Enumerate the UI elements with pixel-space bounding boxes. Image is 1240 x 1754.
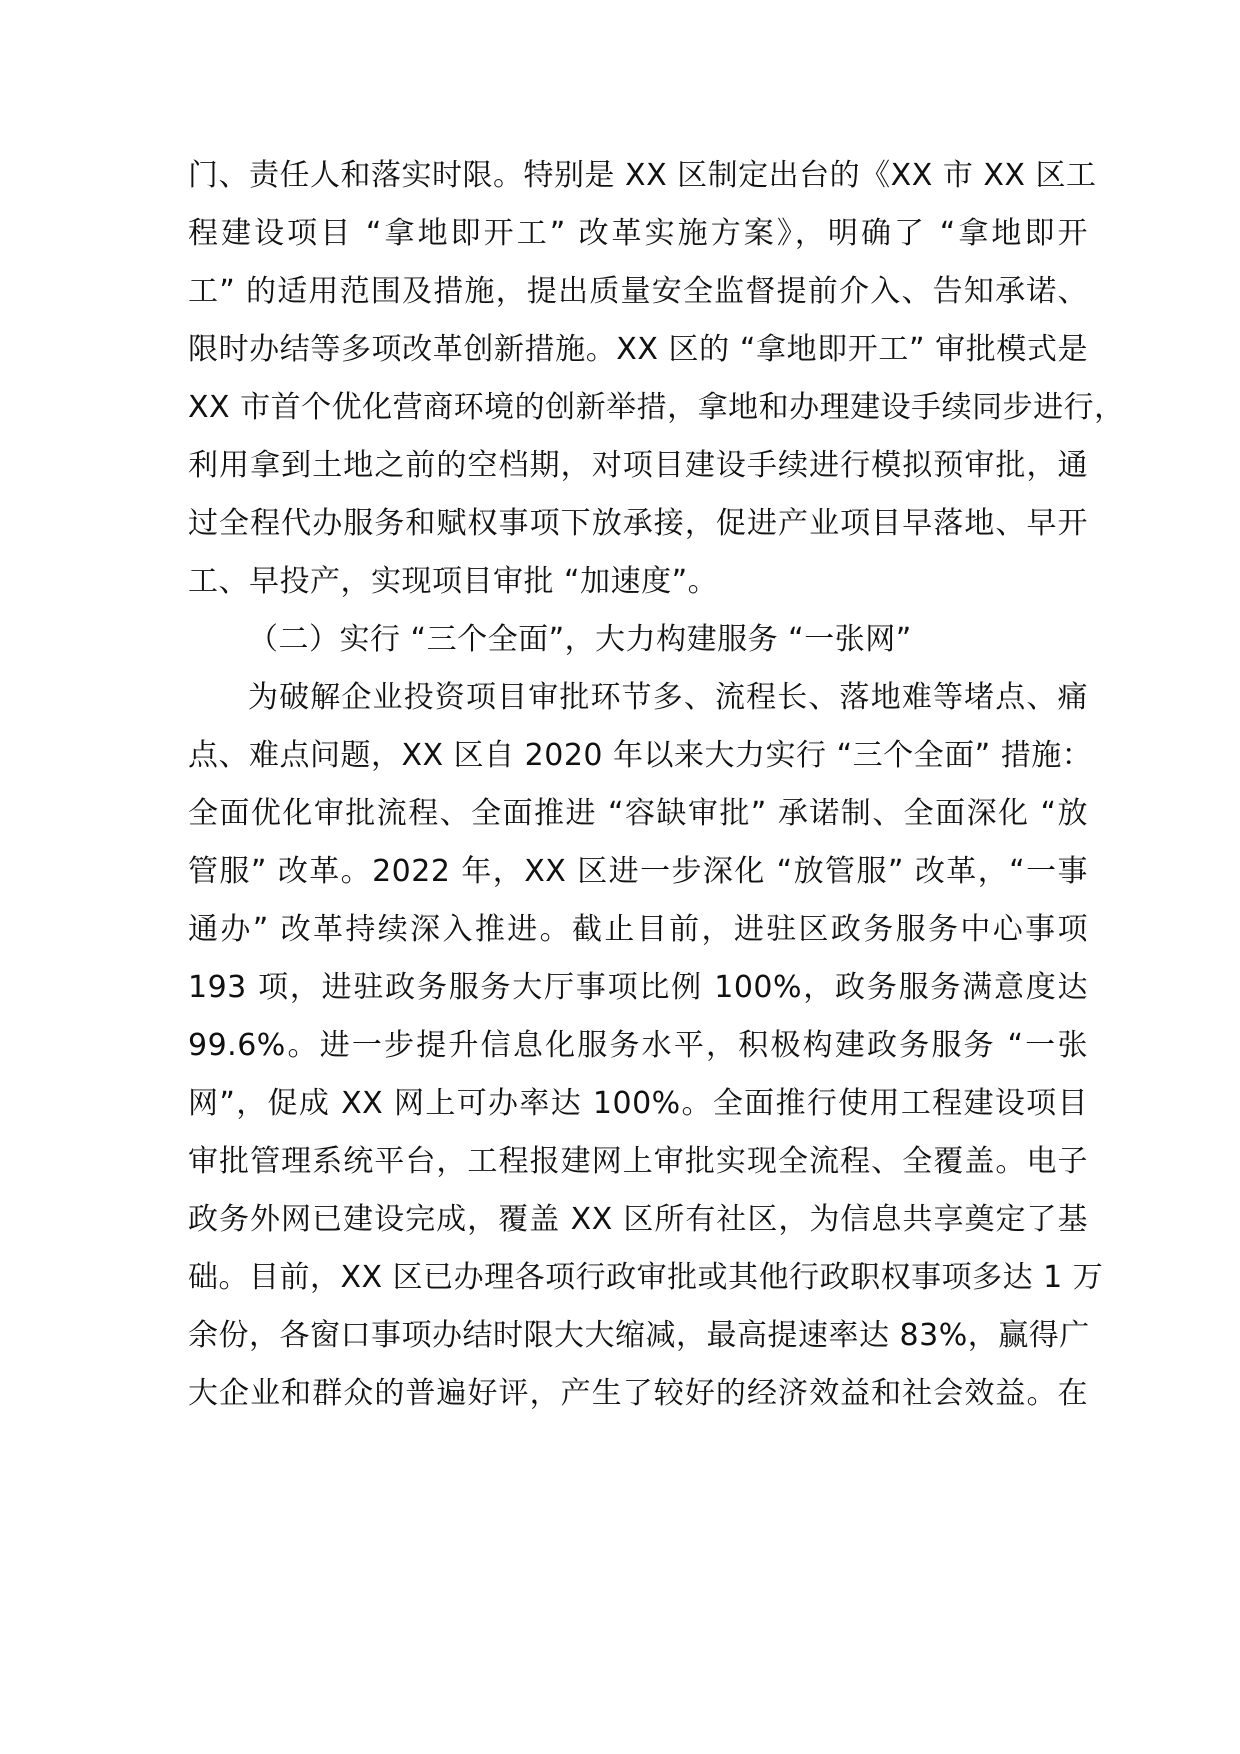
text-line: 过全程代办服务和赋权事项下放承接，促进产业项目早落地、早开 [188,506,1088,541]
text-line: 限时办结等多项改革创新措施。XX 区的 “拿地即开工” 审批模式是 [188,332,1088,367]
text-line: 全面优化审批流程、全面推进 “容缺审批” 承诺制、全面深化 “放 [188,796,1088,831]
text-line: 政务外网已建设完成，覆盖 XX 区所有社区，为信息共享奠定了基 [188,1202,1088,1237]
text-line: 网”，促成 XX 网上可办率达 100%。全面推行使用工程建设项目 [188,1086,1088,1121]
text-line: 管服” 改革。2022 年，XX 区进一步深化 “放管服” 改革，“一事 [188,854,1088,889]
text-line: 础。目前，XX 区已办理各项行政审批或其他行政职权事项多达 1 万 [188,1260,1104,1295]
text-line: 程建设项目 “拿地即开工” 改革实施方案》，明确了 “拿地即开 [188,216,1088,251]
text-line: 通办” 改革持续深入推进。截止目前，进驻区政务服务中心事项 [188,912,1088,947]
text-line: 审批管理系统平台，工程报建网上审批实现全流程、全覆盖。电子 [188,1144,1088,1179]
text-line: 大企业和群众的普遍好评，产生了较好的经济效益和社会效益。在 [188,1376,1088,1411]
text-line: 余份，各窗口事项办结时限大大缩减，最高提速率达 83%，赢得广 [188,1318,1090,1353]
text-line: 点、难点问题，XX 区自 2020 年以来大力实行 “三个全面” 措施： [188,738,1093,773]
text-line: XX 市首个优化营商环境的创新举措，拿地和办理建设手续同步进行， [188,390,1125,425]
text-line: 工、早投产，实现项目审批 “加速度”。 [188,564,719,599]
text-line: 为破解企业投资项目审批环节多、流程长、落地难等堵点、痛 [248,680,1088,715]
text-line: 99.6%。进一步提升信息化服务水平，积极构建政务服务 “一张 [188,1028,1088,1063]
text-line: 门、责任人和落实时限。特别是 XX 区制定出台的《XX 市 XX 区工 [188,158,1097,193]
section-heading: （二）实行 “三个全面”，大力构建服务 “一张网” [248,622,912,657]
text-line: 工” 的适用范围及措施，提出质量安全监督提前介入、告知承诺、 [188,274,1088,309]
text-line: 利用拿到土地之前的空档期，对项目建设手续进行模拟预审批，通 [188,448,1088,483]
text-line: 193 项，进驻政务服务大厅事项比例 100%，政务服务满意度达 [188,970,1088,1005]
